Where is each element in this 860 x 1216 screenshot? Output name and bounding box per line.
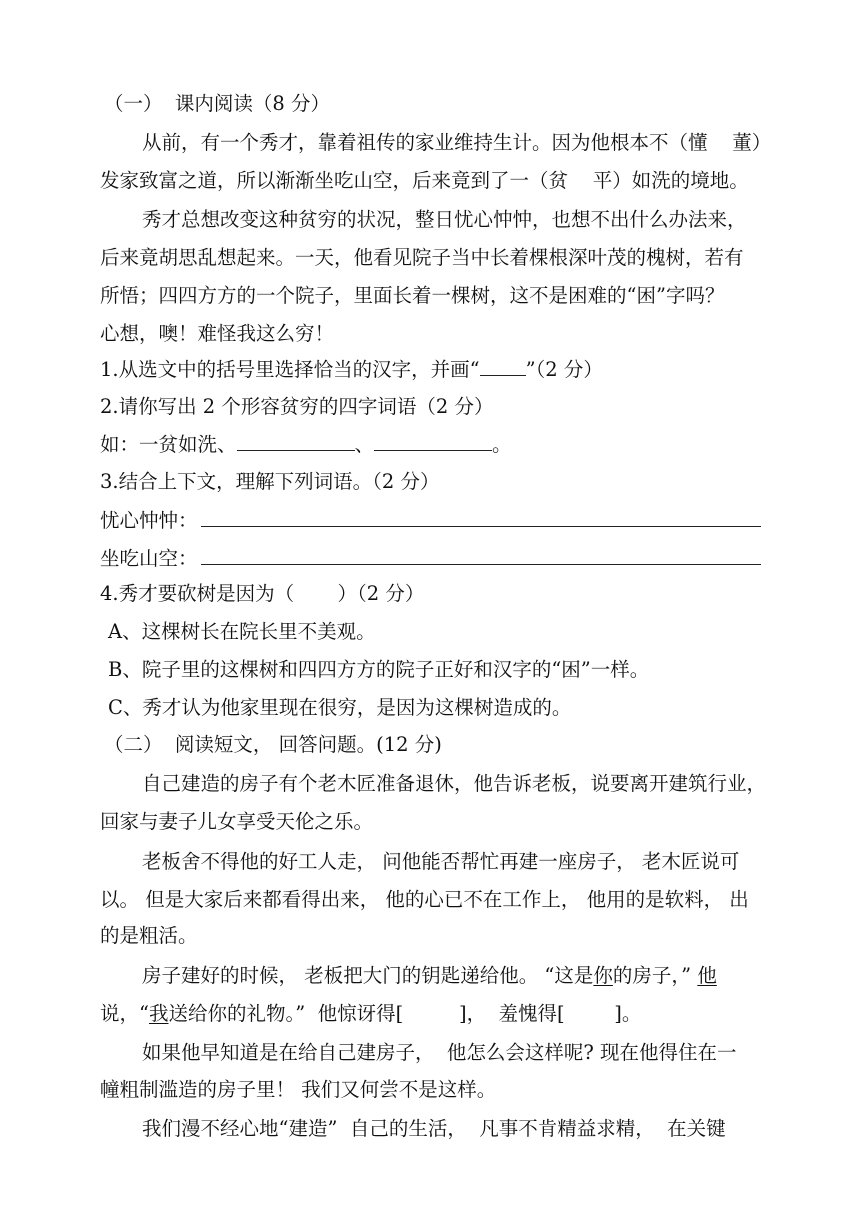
- section-2-heading: （二） 阅读短文， 回答问题。(12 分): [104, 733, 442, 756]
- s2-paragraph-2-line-1: 老板舍不得他的好工人走， 问他能否帮忙再建一座房子， 老木匠说可: [142, 850, 740, 873]
- q4-option-b[interactable]: B、院子里的这棵树和四四方方的院子正好和汉字的“困”一样。: [108, 658, 650, 681]
- s1-paragraph-2-line-4: 心想，噢！难怪我这么穷！: [100, 322, 335, 345]
- s1-paragraph-2-line-3: 所悟；四四方方的一个院子，里面长着一棵树，这不是困难的“困”字吗？: [100, 284, 725, 307]
- s2-paragraph-2-line-3: 的是粗活。: [100, 924, 198, 947]
- section-1-heading: （一） 课内阅读（8 分）: [104, 92, 331, 115]
- question-2-example: 如：一贫如洗、 、 。: [100, 433, 512, 456]
- q2-answer-blank-2[interactable]: [374, 432, 492, 451]
- question-2: 2.请你写出 2 个形容贫穷的四字词语（2 分）: [100, 395, 494, 418]
- q3-word-2-label: 坐吃山空：: [100, 547, 198, 570]
- question-3: 3.结合上下文，理解下列词语。（2 分）: [100, 470, 440, 493]
- s1-paragraph-2-line-2: 后来竟胡思乱想起来。一天，他看见院子当中长着棵根深叶茂的槐树，若有: [100, 246, 744, 269]
- s2-paragraph-5-line-1: 我们漫不经心地“建造” 自己的生活， 凡事不肯精益求精， 在关键: [142, 1117, 726, 1140]
- q3-word-1-label: 忧心忡忡：: [100, 509, 198, 532]
- s1-paragraph-1-line-2: 发家致富之道，所以渐渐坐吃山空，后来竟到了一（贫 平）如洗的境地。: [100, 169, 749, 192]
- s2-paragraph-2-line-2: 以。 但是大家后来都看得出来， 他的心已不在工作上， 他用的是软料， 出: [100, 888, 749, 911]
- s2-paragraph-1-line-2: 回家与妻子儿女享受天伦之乐。: [100, 810, 374, 833]
- question-1: 1.从选文中的括号里选择恰当的汉字，并画“ ”（2 分）: [100, 358, 603, 381]
- s2-paragraph-3-line-2: 说，“我送给你的礼物。” 他惊讶得[ ]， 羞愧得[ ]。: [100, 1002, 642, 1025]
- question-4: 4.秀才要砍树是因为（ ）（2 分）: [100, 582, 425, 605]
- s1-paragraph-2-line-1: 秀才总想改变这种贫穷的状况，整日忧心忡忡，也想不出什么办法来，: [142, 208, 747, 231]
- q2-answer-blank-1[interactable]: [237, 432, 355, 451]
- s2-paragraph-1-line-1: 自己建造的房子有个老木匠准备退休，他告诉老板，说要离开建筑行业，: [142, 772, 767, 795]
- s1-paragraph-1-line-1: 从前，有一个秀才，靠着祖传的家业维持生计。因为他根本不（懂 董）: [142, 131, 772, 154]
- s2-paragraph-4-line-1: 如果他早知道是在给自己建房子， 他怎么会这样呢? 现在他得住在一: [142, 1041, 737, 1064]
- q4-option-a[interactable]: A、这棵树长在院长里不美观。: [108, 620, 376, 643]
- q4-option-c[interactable]: C、秀才认为他家里现在很穷，是因为这棵树造成的。: [108, 696, 572, 719]
- s2-paragraph-4-line-2: 幢粗制滥造的房子里！ 我们又何尝不是这样。: [100, 1078, 497, 1101]
- q3-word-2-answer-line[interactable]: [201, 564, 761, 565]
- q1-underline-sample: [480, 357, 526, 376]
- s2-paragraph-3-line-1: 房子建好的时候， 老板把大门的钥匙递给他。 “这是你的房子，” 他: [142, 964, 717, 987]
- q3-word-1-answer-line[interactable]: [201, 526, 761, 527]
